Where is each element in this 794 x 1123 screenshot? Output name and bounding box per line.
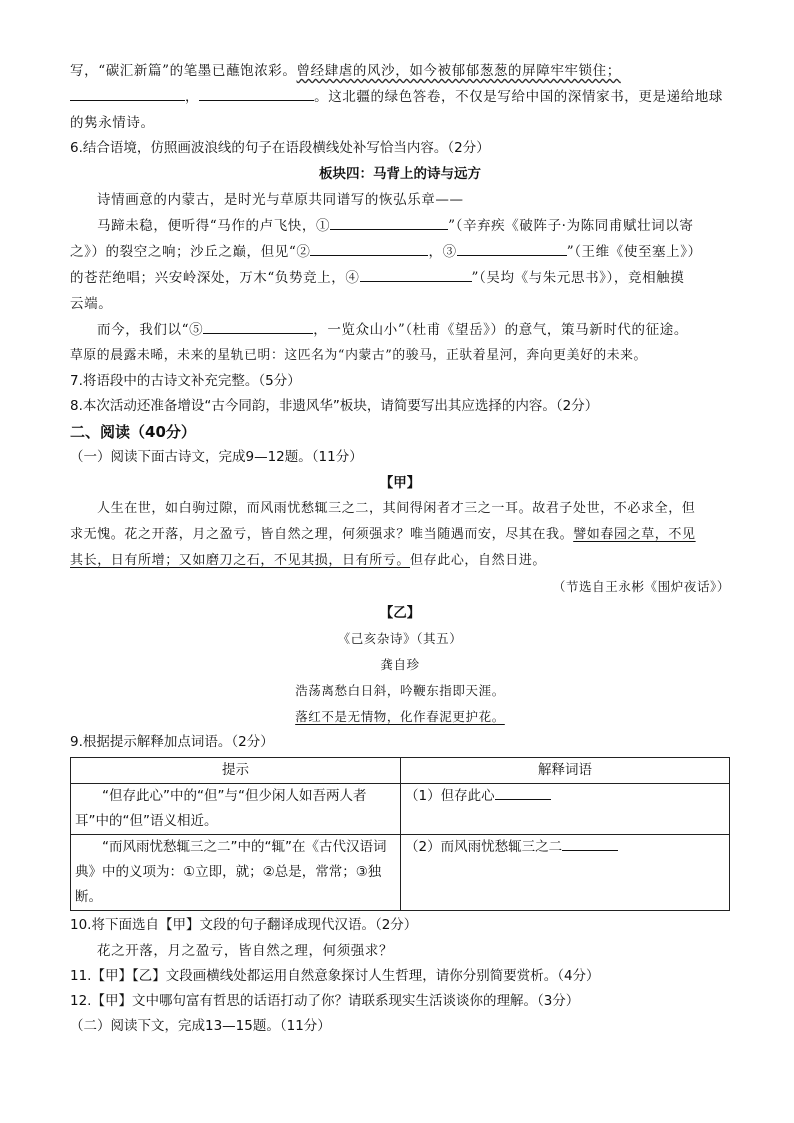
poem-blank-5[interactable] — [203, 319, 313, 334]
poem-para-line-1: 诗情画意的内蒙古，是时光与草原共同谱写的恢弘乐章—— — [97, 192, 464, 208]
para-text: ”（辛弃疾《破阵子·为陈同甫赋壮词以寄 — [448, 218, 694, 234]
yi-label: 【乙】 — [379, 605, 421, 621]
intro-text: 写，“碳汇新篇”的笔墨已蘸饱浓彩。 — [70, 63, 297, 79]
table-cell-hint: “但存此心”中的“但”与“但少闲人如吾两人者耳”中的“但”语义相近。 — [71, 784, 401, 835]
jia-source: （节选自王永彬《围炉夜话》） — [552, 579, 730, 594]
intro-text: 。这北疆的绿色答卷，不仅是写给中国的深情家书，更是递给地球 — [314, 89, 724, 105]
para-text: 的苍茫绝唱；兴安岭深处，万木“负势竞上， — [70, 270, 346, 286]
poem-para-line-4 — [70, 265, 730, 291]
intro-line-1 — [70, 58, 730, 84]
fill-blank-1[interactable] — [70, 86, 185, 101]
poem-underlined-line: 落红不是无情物，化作春泥更护花。 — [295, 709, 505, 724]
blank-marker-1: ① — [316, 218, 331, 234]
para-text: 马蹄未稳，便听得“马作的卢飞快， — [97, 218, 317, 234]
question-8: 8.本次活动还准备增设“古今同韵，非遗风华”板块，请简要写出其应选择的内容。（2分） — [70, 398, 599, 414]
part1-intro: （一）阅读下面古诗文，完成9—12题。（11分） — [70, 449, 363, 465]
answer-label: （2）而风雨忧愁辄三之二 — [405, 839, 563, 855]
question-6: 6.结合语境，仿照画波浪线的句子在语段横线处补写恰当内容。（2分） — [70, 140, 490, 156]
jia-line-2 — [70, 522, 730, 548]
blank-marker-5: ⑤ — [189, 322, 204, 338]
answer-label: （1）但存此心 — [405, 788, 495, 804]
separator: ， — [185, 89, 200, 105]
jia-text: 求无愧。花之开落，月之盈亏，皆自然之理，何须强求？唯当随遇而安，尽其在我。 — [70, 527, 574, 542]
jia-line-3 — [70, 548, 730, 574]
table-header-answer: 解释词语 — [401, 758, 730, 784]
jia-underlined-text: 譬如春园之草，不见 — [573, 527, 696, 542]
blank-marker-2: ② — [296, 244, 311, 260]
para-text: ”（王维《使至塞上》） — [566, 244, 702, 260]
table-cell-answer — [401, 835, 730, 911]
poem-blank-3[interactable] — [457, 241, 567, 256]
answer-blank-1[interactable] — [495, 785, 551, 800]
table-cell-hint: “而风雨忧愁辄三之二”中的“辄”在《古代汉语词典》中的义项为：①立即，就；②总是，常常；③独断。 — [71, 835, 401, 911]
blank-marker-3: ③ — [442, 244, 457, 260]
fill-blank-2[interactable] — [199, 86, 314, 101]
jia-text: 但存此心，自然日进。 — [410, 553, 547, 568]
poem-para-line-6 — [70, 317, 730, 343]
poem-line-2 — [70, 704, 730, 730]
part2-intro: （二）阅读下文，完成13—15题。（11分） — [70, 1018, 331, 1034]
question-10-sentence: 花之开落，月之盈亏，皆自然之理，何须强求？ — [97, 943, 394, 959]
table-header-row — [71, 758, 730, 784]
jia-label: 【甲】 — [379, 475, 421, 491]
poem-line-1: 浩荡离愁白日斜，吟鞭东指即天涯。 — [295, 683, 505, 698]
poem-blank-4[interactable] — [360, 267, 472, 282]
poem-blank-2[interactable] — [310, 241, 428, 256]
poem-blank-1[interactable] — [330, 215, 448, 230]
poem-para-line-3 — [70, 239, 730, 265]
table-header-hint: 提示 — [71, 758, 401, 784]
poem-para-line-7: 草原的晨露未晞，未来的星轨已明：这匹名为“内蒙古”的骏马，正驮着星河，奔向更美好的未来。 — [70, 348, 647, 363]
section-reading-title: 二、阅读（40分） — [70, 423, 196, 441]
block4-title: 板块四：马背上的诗与远方 — [319, 166, 481, 182]
answer-blank-2[interactable] — [562, 836, 618, 851]
blank-marker-4: ④ — [345, 270, 360, 286]
question-7: 7.将语段中的古诗文补充完整。（5分） — [70, 373, 301, 389]
exam-page — [70, 58, 730, 1039]
jia-line-1: 人生在世，如白驹过隙，而风雨忧愁辄三之二，其间得闲者才三之一耳。故君子处世，不必求全，但 — [97, 501, 696, 516]
question-9: 9.根据提示解释加点词语。（2分） — [70, 734, 274, 750]
para-text: 之》）的裂空之响；沙丘之巅，但见“ — [70, 244, 297, 260]
poem-title: 《己亥杂诗》（其五） — [337, 631, 463, 646]
poem-author: 龚自珍 — [380, 657, 420, 672]
jia-underlined-text: 其长，日有所增；又如磨刀之石，不见其损，日有所亏。 — [70, 553, 411, 568]
table-row — [71, 784, 730, 835]
para-text: ，一览众山小”（杜甫《望岳》）的意气，策马新时代的征途。 — [313, 322, 688, 338]
poem-para-line-2 — [70, 213, 730, 239]
wavy-sentence: 曾经肆虐的风沙，如今被郁郁葱葱的屏障牢牢锁住； — [296, 63, 621, 79]
para-text: 而今，我们以“ — [97, 322, 190, 338]
question-11: 11.【甲】【乙】文段画横线处都运用自然意象探讨人生哲理，请你分别简要赏析。（4分） — [70, 968, 600, 984]
question-10: 10.将下面选自【甲】文段的句子翻译成现代汉语。（2分） — [70, 917, 418, 933]
table-cell-answer — [401, 784, 730, 835]
intro-line-3: 的隽永情诗。 — [70, 115, 155, 131]
intro-line-2 — [70, 84, 730, 110]
table-row — [71, 835, 730, 911]
para-text: ”（吴均《与朱元思书》），竞相触摸 — [471, 270, 685, 286]
separator: ， — [428, 244, 443, 260]
word-explanation-table — [70, 757, 730, 911]
poem-para-line-5: 云端。 — [70, 296, 113, 312]
question-12: 12.【甲】文中哪句富有哲思的话语打动了你？请联系现实生活谈谈你的理解。（3分） — [70, 993, 580, 1009]
